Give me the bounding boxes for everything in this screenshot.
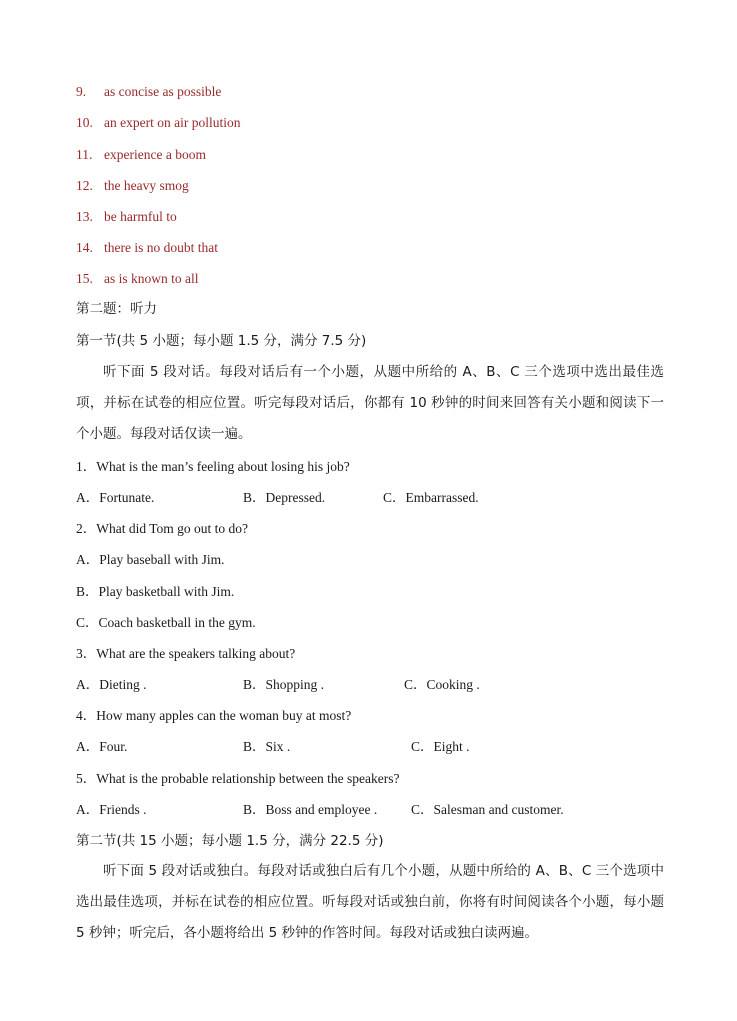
phrase-number: 11. <box>76 147 93 162</box>
section2-instructions: 听下面 5 段对话或独白。每段对话或独白后有几个小题，从题中所给的 A、B、C 三个选项中选出最佳选项，并标在试卷的相应位置。听每段对话或独白前，你将有时间阅读各个小题，每小题 5 秒钟；听完后，各小题将给出 5 秒钟的作答时间。每段对话或独白读两遍。 <box>76 863 664 941</box>
phrase-item <box>76 240 218 256</box>
phrase-item <box>76 147 206 163</box>
phrase-number: 10. <box>76 115 93 130</box>
phrase-number: 15. <box>76 271 93 286</box>
phrase-item <box>76 209 177 225</box>
option-c: C．Eight . <box>411 739 470 754</box>
option-a: A．Friends . <box>76 802 147 817</box>
phrase-text: as is known to all <box>104 271 199 286</box>
phrase-item <box>76 178 189 194</box>
section1-heading: 第一节(共 5 小题；每小题 1.5 分，满分 7.5 分) <box>76 333 367 349</box>
option-a: A．Four. <box>76 739 128 754</box>
section2-heading: 第二节(共 15 小题；每小题 1.5 分，满分 22.5 分) <box>76 833 384 849</box>
phrase-item <box>76 115 240 131</box>
phrase-text: as concise as possible <box>104 84 222 99</box>
part-title: 第二题：听力 <box>76 301 157 317</box>
phrase-text: an expert on air pollution <box>104 115 241 130</box>
option-c: C．Embarrassed. <box>383 490 479 505</box>
phrase-item <box>76 84 221 100</box>
question-stem: 5．What is the probable relationship between the speakers? <box>76 771 400 786</box>
phrase-item <box>76 271 199 287</box>
phrase-text: the heavy smog <box>104 178 189 193</box>
phrase-number: 12. <box>76 178 93 193</box>
phrase-text: there is no doubt that <box>104 240 218 255</box>
option-b: B．Play basketball with Jim. <box>76 584 235 599</box>
phrase-number: 14. <box>76 240 93 255</box>
option-b: B．Boss and employee . <box>243 802 378 817</box>
question-stem: 1．What is the man’s feeling about losing his job? <box>76 459 350 474</box>
option-c: C．Cooking . <box>404 677 480 692</box>
phrase-text: experience a boom <box>104 147 206 162</box>
option-c: C．Coach basketball in the gym. <box>76 615 256 630</box>
question-stem: 4．How many apples can the woman buy at most? <box>76 708 352 723</box>
phrase-number: 13. <box>76 209 93 224</box>
option-a: A．Dieting . <box>76 677 147 692</box>
option-b: B．Six . <box>243 739 291 754</box>
option-a: A．Fortunate. <box>76 490 155 505</box>
option-b: B．Shopping . <box>243 677 325 692</box>
section1-instructions: 听下面 5 段对话。每段对话后有一个小题，从题中所给的 A、B、C 三个选项中选出最佳选项，并标在试卷的相应位置。听完每段对话后，你都有 10 秒钟的时间来回答有关小题和阅读下一个小题。每段对话仅读一遍。 <box>76 364 664 442</box>
phrase-text: be harmful to <box>104 209 177 224</box>
phrase-number: 9. <box>76 84 87 99</box>
question-stem: 3．What are the speakers talking about? <box>76 646 296 661</box>
option-c: C．Salesman and customer. <box>411 802 564 817</box>
option-a: A．Play baseball with Jim. <box>76 552 225 567</box>
question-stem: 2．What did Tom go out to do? <box>76 521 249 536</box>
option-b: B．Depressed. <box>243 490 326 505</box>
